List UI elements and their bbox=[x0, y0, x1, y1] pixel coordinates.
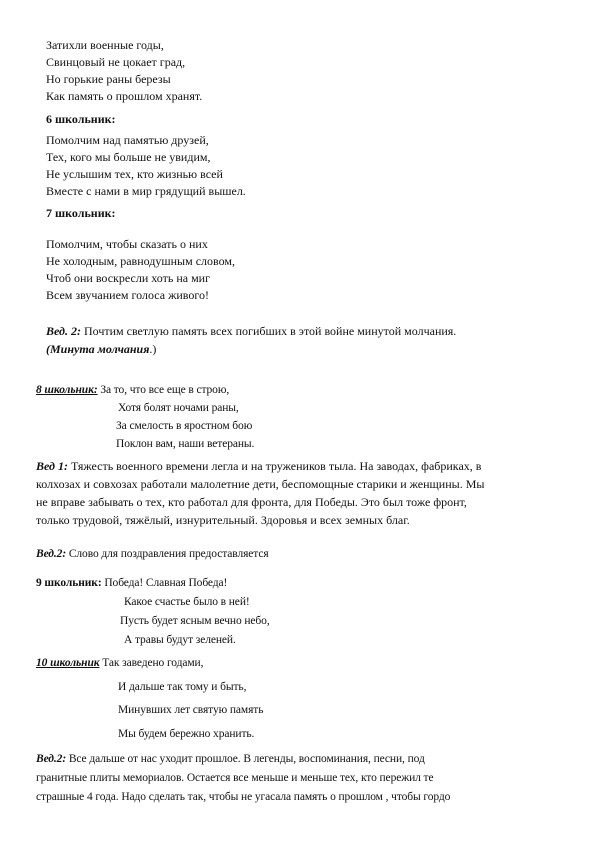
host-remark-text: Слово для поздравления предоставляется bbox=[66, 548, 269, 560]
poem-line: Тех, кого мы больше не увидим, bbox=[46, 150, 211, 164]
paragraph-line: колхозах и совхозах работали малолетние дети, беспомощные старики и женщины. Мы bbox=[36, 477, 485, 491]
paragraph-text: Все дальше от нас уходит прошлое. В легенды, воспоминания, песни, под bbox=[66, 753, 425, 765]
poem-line: За смелость в яростном бою bbox=[116, 420, 253, 432]
speaker-label-6: 6 школьник: bbox=[46, 112, 116, 126]
paragraph-line: гранитные плиты мемориалов. Остается все меньше и меньше тех, кто пережил те bbox=[36, 772, 434, 784]
speaker-label-8: 8 школьник: bbox=[36, 384, 98, 396]
poem-line bbox=[36, 656, 203, 670]
stage-direction-text: (Минута молчания bbox=[46, 342, 150, 356]
speaker-label-ved2: Вед. 2: bbox=[46, 324, 81, 338]
speaker-label-ved2: Вед.2: bbox=[36, 753, 67, 765]
poem-line: Но горькие раны березы bbox=[46, 72, 171, 86]
poem-line-text: За то, что все еще в строю, bbox=[97, 384, 230, 396]
poem-line: Мы будем бережно хранить. bbox=[118, 728, 255, 740]
poem-line: Хотя болят ночами раны, bbox=[118, 402, 239, 414]
paragraph-line: страшные 4 года. Надо сделать так, чтобы не угасала память о прошлом , чтобы гордо bbox=[36, 791, 451, 803]
poem-line-text: Победа! Славная Победа! bbox=[101, 577, 228, 589]
poem-line: Помолчим, чтобы сказать о них bbox=[46, 237, 208, 251]
speaker-label-7: 7 школьник: bbox=[46, 206, 116, 220]
paragraph-line: только трудовой, тяжёлый, изнурительный. Здоровья и всех земных благ. bbox=[36, 513, 410, 527]
host-remark bbox=[46, 324, 456, 338]
poem-line: Пусть будет ясным вечно небо, bbox=[120, 615, 270, 627]
host-remark-text: Почтим светлую память всех погибших в этой войне минутой молчания. bbox=[80, 324, 457, 338]
paragraph-line bbox=[36, 459, 481, 473]
paragraph-text: Тяжесть военного времени легла и на тружеников тыла. На заводах, фабриках, в bbox=[67, 459, 482, 473]
poem-line: Всем звучанием голоса живого! bbox=[46, 288, 209, 302]
stage-direction-end: .) bbox=[149, 342, 157, 356]
poem-line-text: Так заведено годами, bbox=[99, 657, 204, 669]
speaker-label-9: 9 школьник: bbox=[36, 577, 102, 589]
poem-line: Как память о прошлом хранят. bbox=[46, 89, 203, 103]
stage-direction bbox=[46, 342, 156, 356]
poem-line: Помолчим над памятью друзей, bbox=[46, 133, 209, 147]
poem-line bbox=[36, 383, 229, 397]
poem-line: Свинцовый не цокает град, bbox=[46, 55, 186, 69]
poem-line: Затихли военные годы, bbox=[46, 38, 164, 52]
poem-line: Минувших лет святую память bbox=[118, 704, 264, 716]
host-remark bbox=[36, 547, 269, 561]
poem-line: И дальше так тому и быть, bbox=[118, 681, 247, 693]
poem-line: Поклон вам, наши ветераны. bbox=[116, 438, 255, 450]
poem-line: Чтоб они воскресли хоть на миг bbox=[46, 271, 211, 285]
speaker-label-ved1: Вед 1: bbox=[36, 459, 68, 473]
poem-line: Вместе с нами в мир грядущий вышел. bbox=[46, 184, 246, 198]
paragraph-line: не вправе забывать о тех, кто работал для фронта, для Победы. Это был тоже фронт, bbox=[36, 495, 467, 509]
poem-line bbox=[36, 576, 227, 590]
poem-line: Не услышим тех, кто жизнью всей bbox=[46, 167, 223, 181]
poem-line: А травы будут зеленей. bbox=[124, 634, 236, 646]
poem-line: Не холодным, равнодушным словом, bbox=[46, 254, 235, 268]
speaker-label-10: 10 школьник bbox=[36, 657, 100, 669]
paragraph-line bbox=[36, 752, 425, 766]
speaker-label-ved2: Вед.2: bbox=[36, 548, 67, 560]
poem-line: Какое счастье было в ней! bbox=[124, 596, 250, 608]
